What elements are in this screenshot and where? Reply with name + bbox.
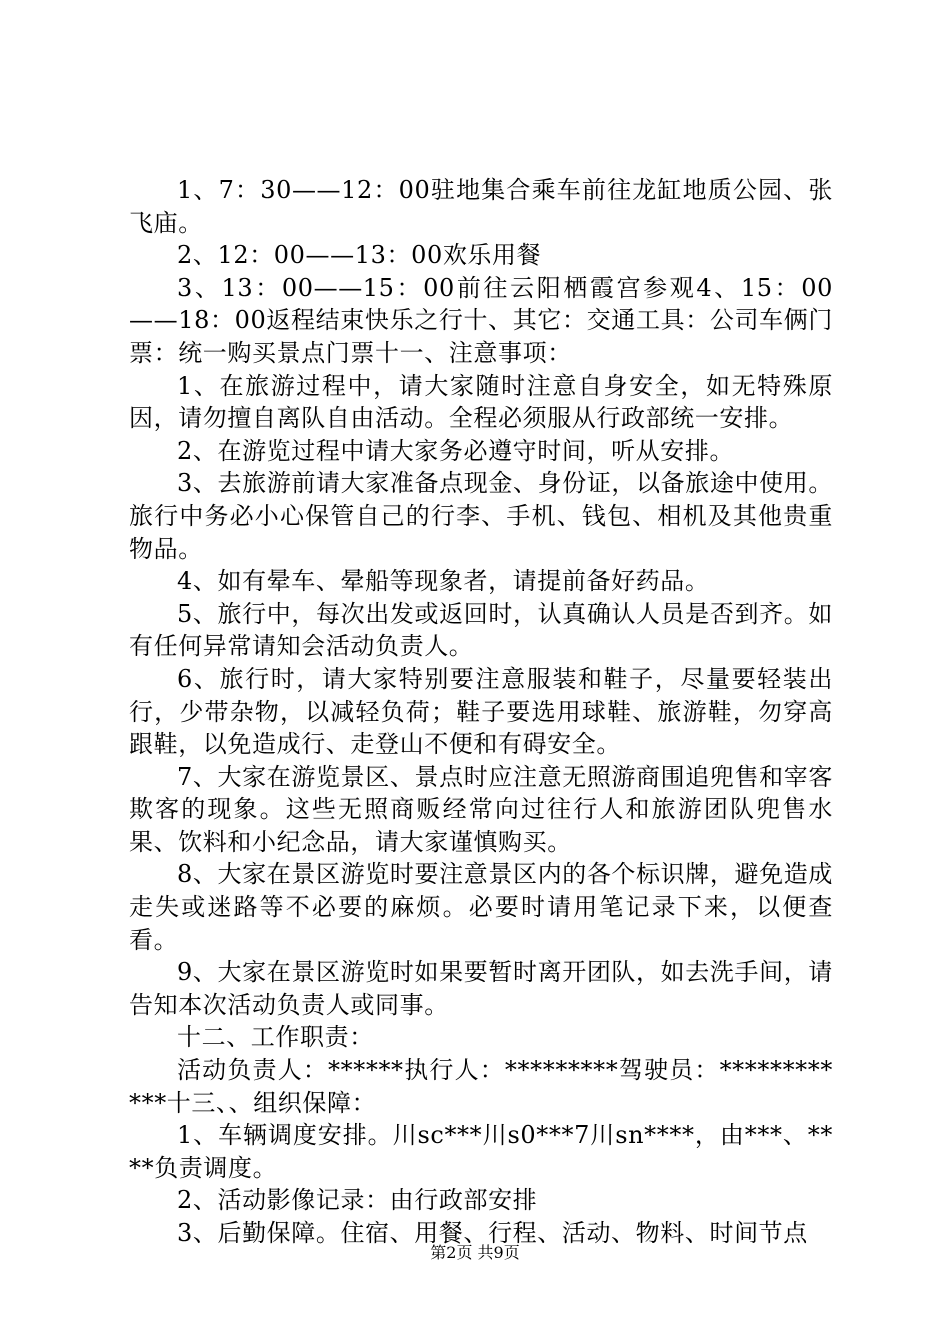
paragraph-schedule-1: 1、7：30——12：00驻地集合乘车前往龙缸地质公园、张飞庙。 xyxy=(129,176,833,237)
paragraph-notice-6: 6、旅行时，请大家特别要注意服装和鞋子，尽量要轻装出行，少带杂物，以减轻负荷；鞋子要选用球鞋、旅游鞋，勿穿高跟鞋，以免造成行、走登山不便和有碍安全。 xyxy=(129,664,833,759)
paragraph-support-3: 3、后勤保障。住宿、用餐、行程、活动、物料、时间节点 xyxy=(177,1219,808,1247)
paragraph-schedule-3: 3、13：00——15：00前往云阳栖霞宫参观4、15：00——18：00返程结束快乐之行十、其它：交通工具：公司车俩门票：统一购买景点门票十一、注意事项： xyxy=(129,273,833,367)
paragraph-notice-8: 8、大家在景区游览时要注意景区内的各个标识牌，避免造成走失或迷路等不必要的麻烦。必要时请用笔记录下来，以便查看。 xyxy=(129,860,833,954)
document-body xyxy=(129,174,833,1250)
paragraph-notice-2: 2、在游览过程中请大家务必遵守时间，听从安排。 xyxy=(177,436,735,465)
paragraph-notice-4: 4、如有晕车、晕船等现象者，请提前备好药品。 xyxy=(177,567,710,596)
paragraph-notice-3: 3、去旅游前请大家准备点现金、身份证，以备旅途中使用。旅行中务必小心保管自己的行李、手机、钱包、相机及其他贵重物品。 xyxy=(129,469,833,563)
paragraph-roles: 活动负责人：******执行人：*********驾驶员：************十三、、组织保障： xyxy=(129,1056,833,1117)
page-number-footer: 第2页 共9页 xyxy=(430,1243,520,1262)
paragraph-notice-7: 7、大家在游览景区、景点时应注意无照游商围追兜售和宰客欺客的现象。这些无照商贩经常向过往行人和旅游团队兜售水果、饮料和小纪念品，请大家谨慎购买。 xyxy=(129,762,833,856)
paragraph-support-2: 2、活动影像记录：由行政部安排 xyxy=(177,1186,538,1215)
paragraph-schedule-2: 2、12：00——13：00欢乐用餐 xyxy=(177,241,542,270)
paragraph-notice-9: 9、大家在景区游览时如果要暂时离开团队，如去洗手间，请告知本次活动负责人或同事。 xyxy=(129,958,833,1019)
section-heading-duties: 十二、工作职责： xyxy=(177,1023,374,1052)
paragraph-support-1: 1、车辆调度安排。川sc***川s0***7川sn****，由***、****负责调度。 xyxy=(129,1121,833,1182)
paragraph-notice-1: 1、在旅游过程中，请大家随时注意自身安全，如无特殊原因，请勿擅自离队自由活动。全程必须服从行政部统一安排。 xyxy=(129,371,833,433)
paragraph-notice-5: 5、旅行中，每次出发或返回时，认真确认人员是否到齐。如有任何异常请知会活动负责人。 xyxy=(129,599,833,661)
